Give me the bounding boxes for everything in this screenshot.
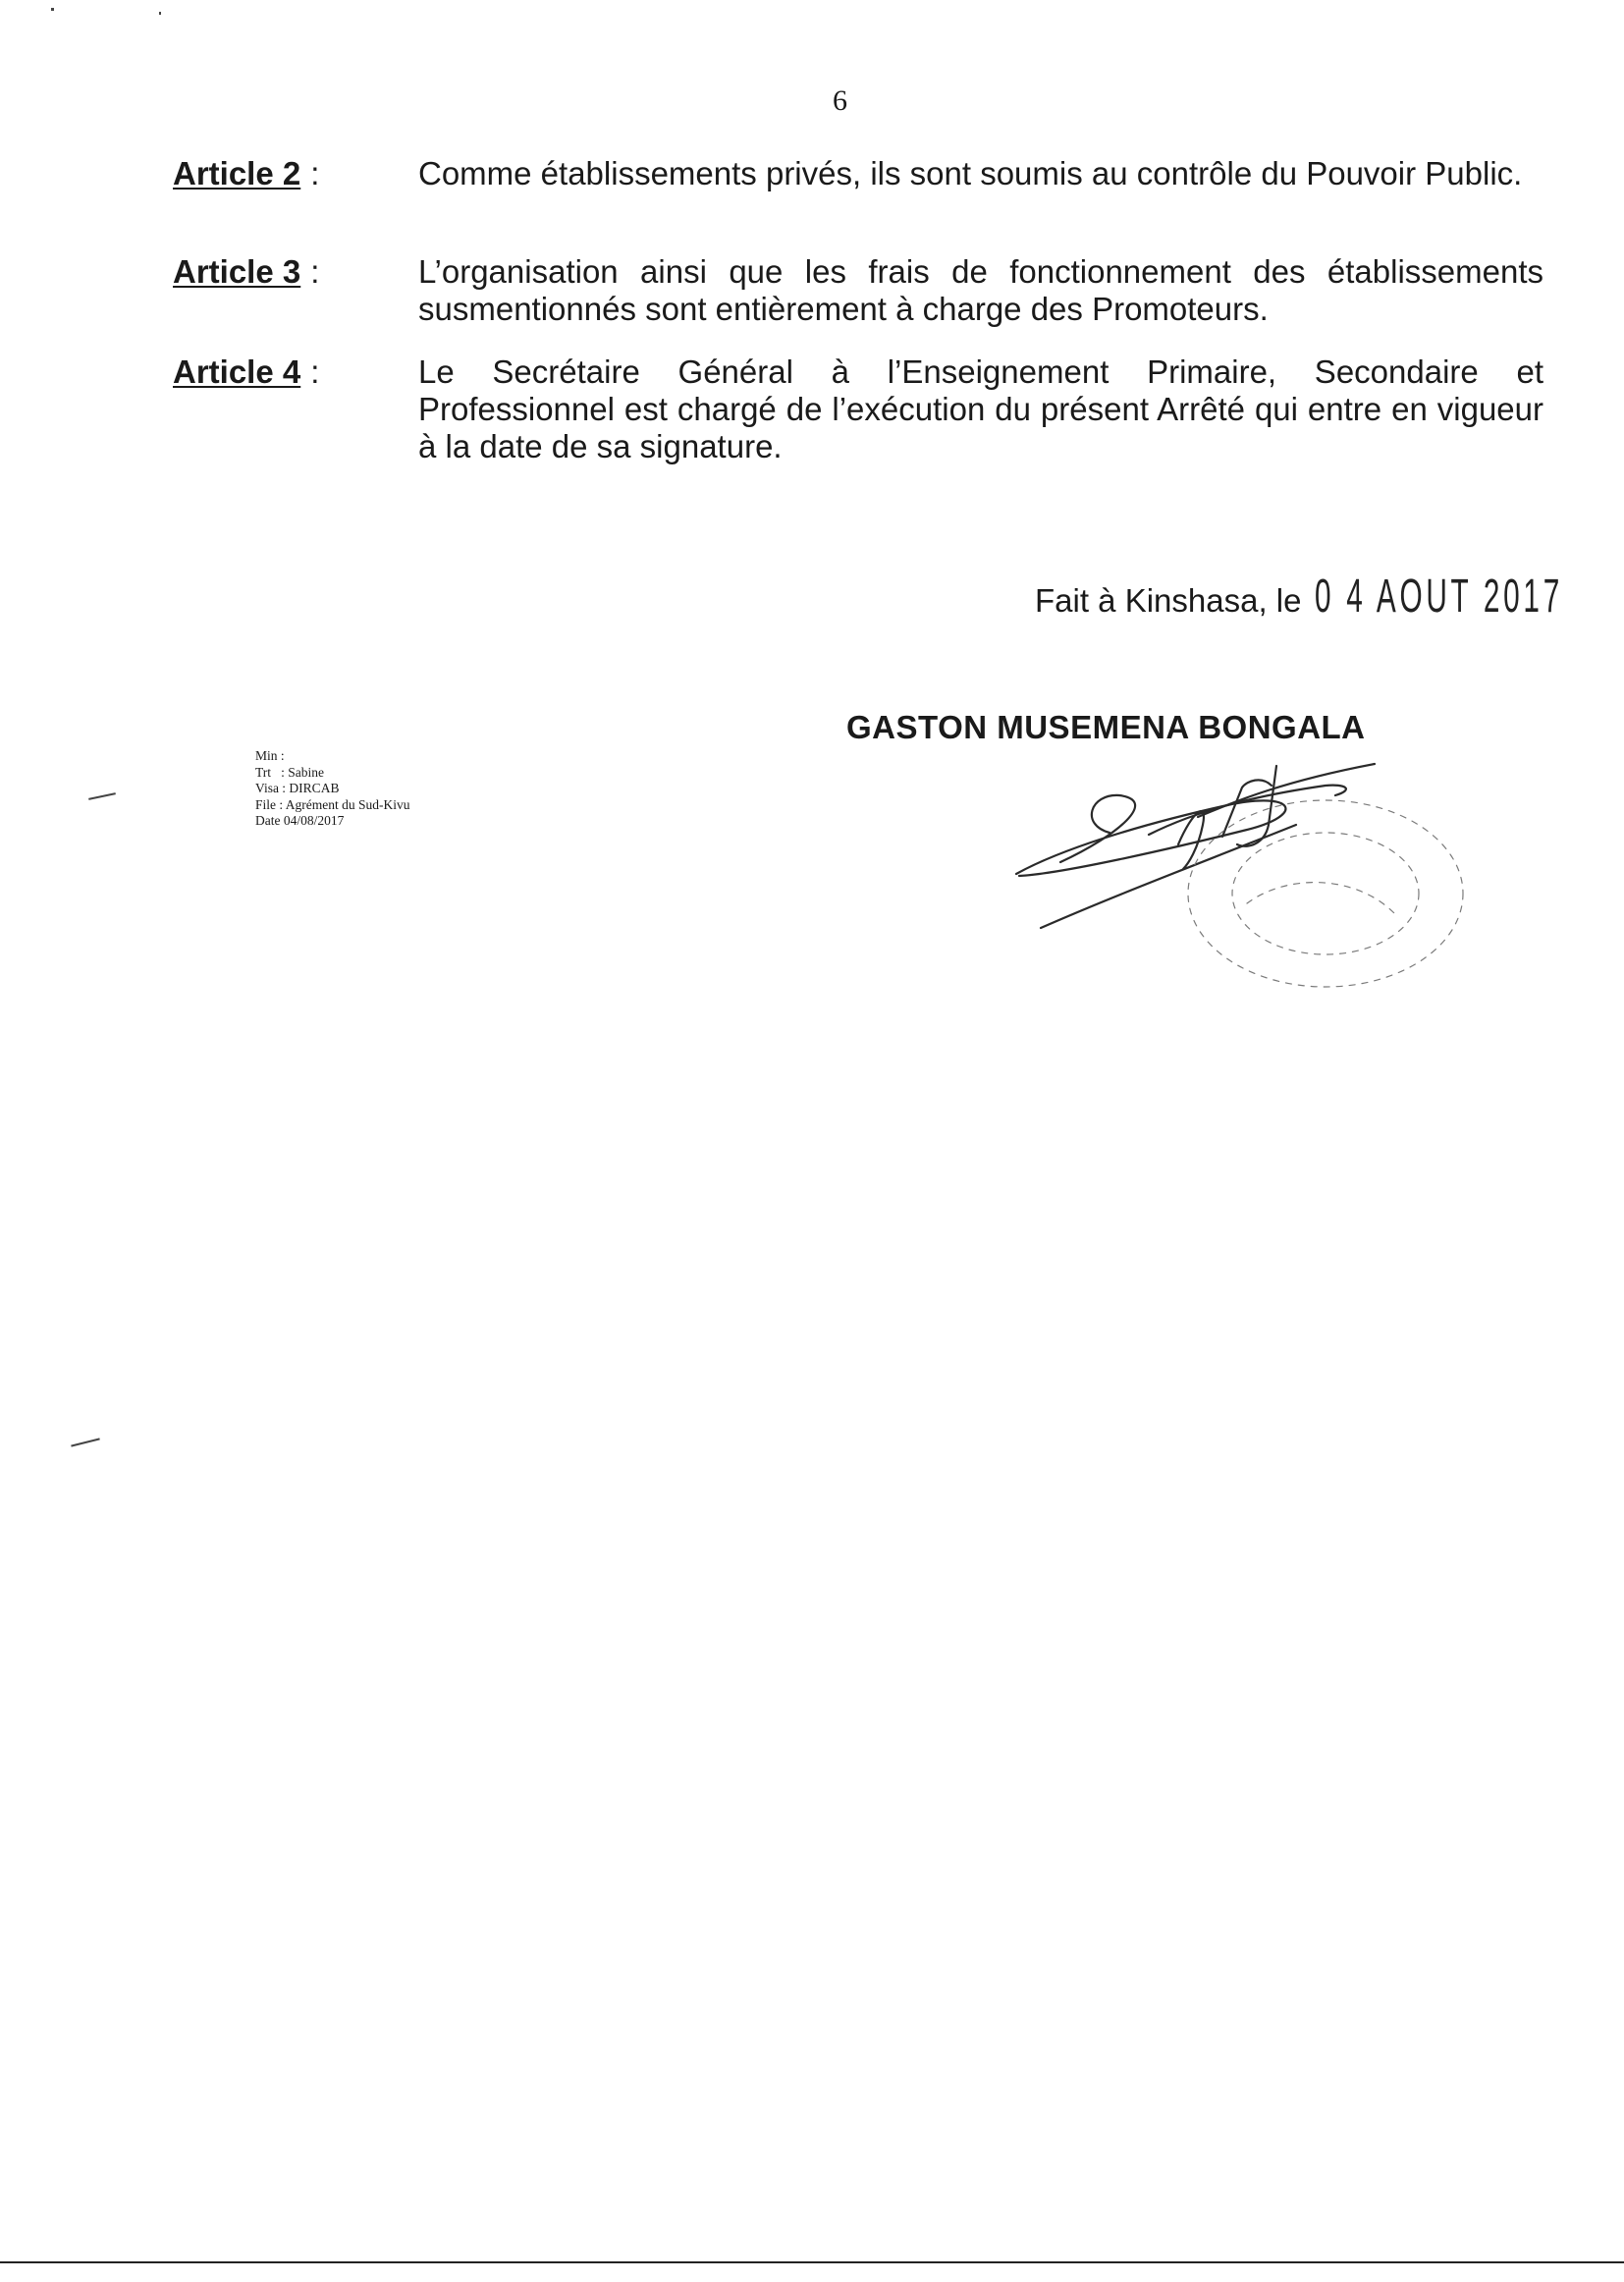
routing-line-visa: Visa : DIRCAB bbox=[255, 781, 340, 795]
scan-artifact bbox=[159, 12, 161, 15]
article-label-colon: : bbox=[310, 253, 320, 290]
scan-artifact bbox=[88, 792, 116, 800]
place-and-date bbox=[1035, 570, 1624, 624]
routing-slip bbox=[255, 748, 410, 830]
article-text: L’organisation ainsi que les frais de fonctionnement des établissements susmentionnés sont entièrement à charge des Promoteurs. bbox=[418, 253, 1543, 327]
bottom-edge-line bbox=[0, 2261, 1624, 2263]
handwritten-signature bbox=[1001, 756, 1512, 1021]
signatory-name: GASTON MUSEMENA BONGALA bbox=[846, 709, 1366, 745]
article-text: Le Secrétaire Général à l’Enseignement Primaire, Secondaire et Professionnel est chargé de l’exécution du présent Arrêté qui entre en vigueur à la date de sa signature. bbox=[418, 353, 1543, 464]
place-date-prefix: Fait à Kinshasa, le bbox=[1035, 582, 1302, 619]
article-label bbox=[173, 155, 319, 192]
article-label-text: Article 3 bbox=[173, 253, 301, 290]
scan-artifact bbox=[51, 8, 54, 11]
routing-line-treatment: Trt : Sabine bbox=[255, 764, 325, 780]
routing-line-date: Date 04/08/2017 bbox=[255, 813, 345, 828]
routing-line-file: File : Agrément du Sud-Kivu bbox=[255, 796, 410, 812]
stamped-date: 0 4 AOUT 2017 bbox=[1315, 570, 1564, 623]
routing-line-min: Min : bbox=[255, 748, 285, 763]
article-label-text: Article 2 bbox=[173, 155, 301, 191]
article-label-text: Article 4 bbox=[173, 353, 301, 390]
scan-artifact bbox=[71, 1438, 100, 1446]
article-label-colon: : bbox=[310, 353, 320, 390]
page-number: 6 bbox=[833, 84, 847, 117]
article-label-colon: : bbox=[310, 155, 320, 191]
article-label bbox=[173, 353, 319, 391]
article-text: Comme établissements privés, ils sont soumis au contrôle du Pouvoir Public. bbox=[418, 155, 1523, 191]
article-label bbox=[173, 253, 319, 291]
